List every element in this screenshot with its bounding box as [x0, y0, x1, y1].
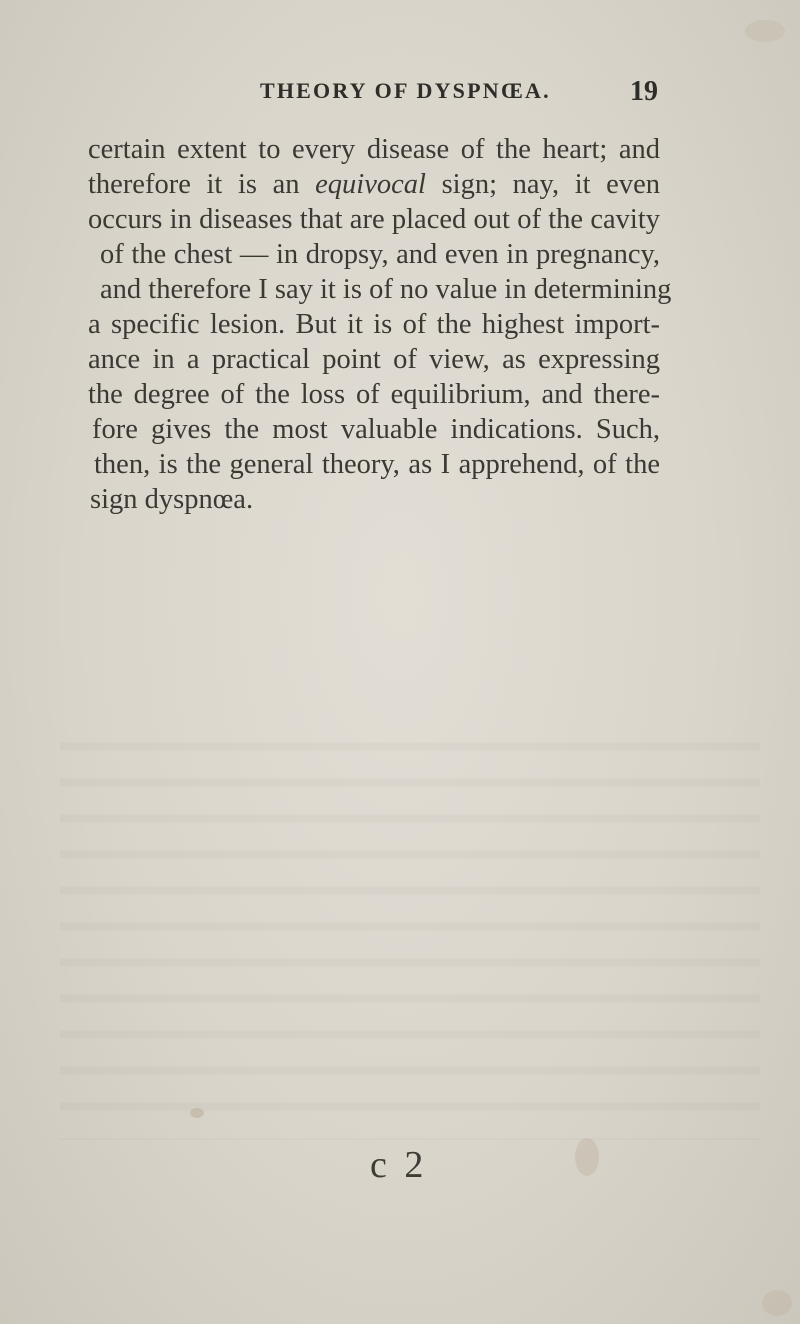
- text-line: then, is the general theory, as I apprehend, of the: [94, 449, 660, 480]
- text-line: and therefore I say it is of no value in determining: [100, 274, 672, 305]
- running-head: [260, 78, 658, 110]
- text-line: occurs in diseases that are placed out of the cavity: [88, 204, 660, 235]
- text-fragment: sign; nay, it even: [425, 169, 660, 200]
- signature-mark: c 2: [370, 1144, 428, 1186]
- foxing-spot: [745, 20, 785, 42]
- foxing-spot: [575, 1138, 599, 1176]
- text-line: a specific lesion. But it is of the highest import-: [88, 309, 660, 340]
- italic-term: equivocal: [315, 169, 426, 200]
- text-line: of the chest — in dropsy, and even in pregnancy,: [100, 239, 660, 270]
- text-line: [88, 167, 660, 202]
- text-line: ance in a practical point of view, as expressing: [88, 344, 660, 375]
- body-text: [88, 132, 672, 517]
- text-fragment: therefore it is an: [88, 169, 316, 200]
- text-line: the degree of the loss of equilibrium, and there-: [88, 379, 660, 410]
- running-title: THEORY OF DYSPNŒA.: [260, 78, 551, 103]
- text-line: certain extent to every disease of the heart; and: [88, 134, 660, 165]
- foxing-spot: [190, 1108, 204, 1118]
- text-line: sign dyspnœa.: [90, 484, 254, 515]
- text-line: fore gives the most valuable indications. Such,: [92, 414, 660, 445]
- show-through-shadow: [60, 720, 760, 1140]
- foxing-spot: [762, 1290, 792, 1316]
- page-number: 19: [630, 76, 658, 107]
